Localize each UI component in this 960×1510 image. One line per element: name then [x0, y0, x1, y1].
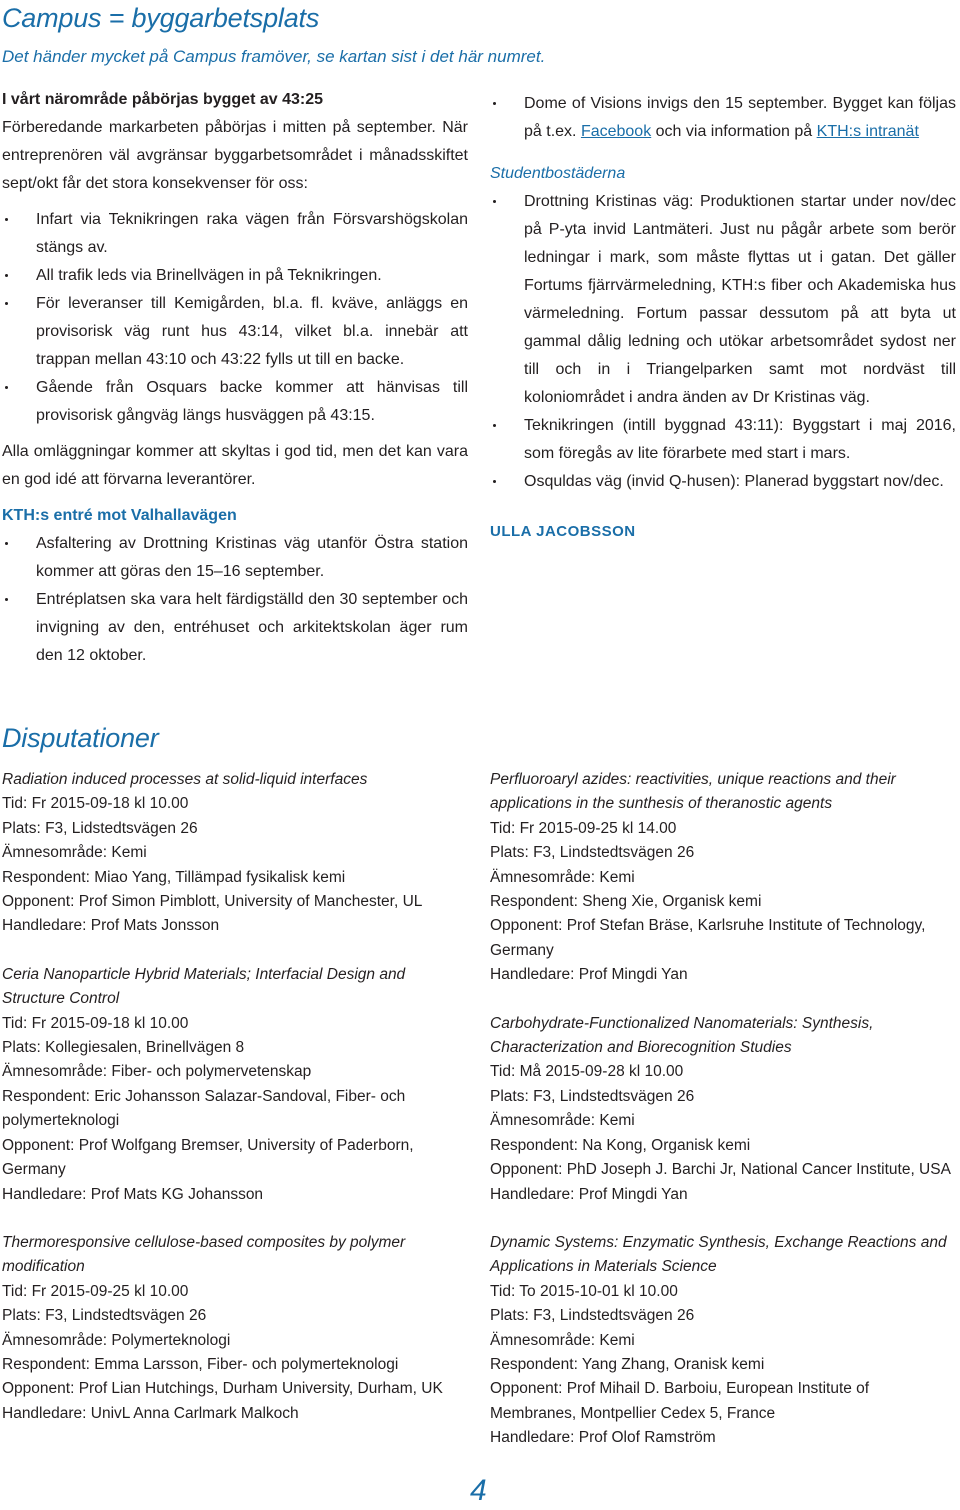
disputation-detail: Respondent: Sheng Xie, Organisk kemi	[490, 893, 762, 911]
disputation-title: Radiation induced processes at solid-liquid interfaces	[2, 771, 368, 788]
disputation-detail: Opponent: Prof Stefan Bräse, Karlsruhe Institute of Technology, Germany	[490, 917, 926, 959]
article-right-column	[490, 90, 956, 546]
disputation-detail: Tid: Fr 2015-09-18 kl 10.00	[2, 1014, 189, 1032]
disputation-detail: Opponent: Prof Lian Hutchings, Durham University, Durham, UK	[2, 1380, 443, 1398]
disputation-entry	[490, 1012, 956, 1207]
disputation-detail: Plats: Kollegiesalen, Brinellvägen 8	[2, 1039, 245, 1057]
page-title: Campus = byggarbetsplats	[2, 3, 320, 33]
disputation-title: Ceria Nanoparticle Hybrid Materials; Interfacial Design and Structure Control	[2, 965, 406, 1008]
disputation-title: Thermoresponsive cellulose-based composites by polymer modification	[2, 1233, 406, 1276]
disputation-detail: Respondent: Eric Johansson Salazar-Sandoval, Fiber- och polymerteknologi	[2, 1087, 406, 1130]
list-item: Asfaltering av Drottning Kristinas väg utanför Östra station kommer att göras den 15–16 september.	[2, 530, 468, 586]
disputation-detail: Handledare: UnivL Anna Carlmark Malkoch	[2, 1404, 299, 1422]
disputation-detail: Handledare: Prof Olof Ramström	[490, 1429, 716, 1447]
disputation-detail: Opponent: Prof Wolfgang Bremser, University of Paderborn, Germany	[2, 1136, 414, 1179]
intro-paragraph: Förberedande markarbeten påbörjas i mitten på september. När entreprenören väl avgränsar byggarbetsområdet i månadsskiftet sept/okt får det stora konsekvenser för oss:	[2, 119, 468, 192]
disputation-left-column	[2, 768, 468, 1450]
list-item: Gående från Osquars backe kommer att hänvisas till provisorisk gångväg längs husväggen på 43:15.	[2, 374, 468, 430]
section-title: Disputationer	[2, 723, 159, 753]
disputation-detail: Opponent: PhD Joseph J. Barchi Jr, National Cancer Institute, USA	[490, 1161, 951, 1179]
section-heading: I vårt närområde påbörjas bygget av 43:25	[2, 91, 324, 108]
lead-text: Det händer mycket på Campus framöver, se kartan sist i det här numret.	[2, 47, 546, 66]
author-signature: ULLA JACOBSSON	[490, 523, 636, 540]
dome-text-mid: och via information på	[655, 123, 813, 140]
list-item: Drottning Kristinas väg: Produktionen startar under nov/dec på P-yta invid Lantmäteri. Just nu pågår arbete som berör ledningar i mark, som måste flyttas ut i gatan. Det gäller Fortums fjärrvärmeledning, KTH:s fiber och Akademiska hus värmeledning. Fortum passar dessutom på att byta ut gammal dålig ledning och utökar arbetsområdet sydost ner till och in i Triangelparken samt mot nordväst till koloniområdet i andra änden av Dr Kristinas väg.	[490, 188, 956, 412]
disputation-entry	[2, 768, 468, 939]
disputation-detail: Respondent: Yang Zhang, Oranisk kemi	[490, 1355, 765, 1373]
disputation-detail: Respondent: Miao Yang, Tillämpad fysikalisk kemi	[2, 868, 346, 886]
disputation-detail: Ämnesområde: Kemi	[490, 1331, 635, 1349]
housing-list	[490, 188, 956, 496]
disputation-detail: Tid: Fr 2015-09-25 kl 10.00	[2, 1282, 189, 1300]
notice-paragraph: Alla omläggningar kommer att skyltas i god tid, men det kan vara en god idé att förvarna leverantörer.	[2, 443, 468, 488]
disputation-title: Perfluoroaryl azides: reactivities, unique reactions and their applications in the sunthesis of theranostic agents	[490, 771, 896, 813]
disputation-detail: Plats: F3, Lindstedtsvägen 26	[490, 1087, 695, 1105]
disputation-detail: Tid: Må 2015-09-28 kl 10.00	[490, 1063, 684, 1081]
facebook-link[interactable]: Facebook	[580, 123, 652, 140]
disputation-entry	[2, 1231, 468, 1426]
disputation-title: Dynamic Systems: Enzymatic Synthesis, Exchange Reactions and Applications in Materials Science	[490, 1233, 947, 1276]
traffic-list	[2, 206, 468, 430]
disputation-detail: Plats: F3, Lindstedtsvägen 26	[490, 1307, 695, 1325]
disputation-entry	[490, 768, 956, 988]
disputation-detail: Plats: F3, Lindstedtsvägen 26	[2, 1307, 207, 1325]
disputation-detail: Handledare: Prof Mats KG Johansson	[2, 1185, 264, 1203]
dome-text: Dome of Visions invigs den 15 september. Bygget kan följas på t.ex.	[524, 95, 956, 140]
intranet-link[interactable]: KTH:s intranät	[816, 123, 919, 140]
disputation-right-column	[490, 768, 956, 1475]
disputation-detail: Handledare: Prof Mingdi Yan	[490, 966, 688, 984]
disputation-detail: Opponent: Prof Mihail D. Barboiu, European Institute of Membranes, Montpellier Cedex 5, France	[490, 1380, 870, 1422]
disputation-detail: Ämnesområde: Kemi	[2, 844, 147, 862]
disputation-detail: Tid: Fr 2015-09-18 kl 10.00	[2, 795, 189, 813]
disputation-detail: Ämnesområde: Polymerteknologi	[2, 1331, 231, 1349]
disputation-entry	[490, 1231, 956, 1451]
entrance-list	[2, 530, 468, 670]
disputation-detail: Tid: To 2015-10-01 kl 10.00	[490, 1282, 678, 1300]
disputation-detail: Plats: F3, Lindstedtsvägen 26	[490, 844, 695, 862]
disputation-detail: Handledare: Prof Mingdi Yan	[490, 1185, 688, 1203]
list-item: För leveranser till Kemigården, bl.a. fl. kväve, anläggs en provisorisk väg runt hus 43:14, vilket bl.a. innebär att trappan mellan 43:10 och 43:22 fylls ut till en backe.	[2, 290, 468, 374]
dome-list	[490, 90, 956, 146]
disputation-detail: Ämnesområde: Kemi	[490, 1112, 635, 1130]
list-item	[490, 90, 956, 146]
article-left-column	[2, 86, 468, 670]
disputation-detail: Respondent: Na Kong, Organisk kemi	[490, 1136, 751, 1154]
disputation-detail: Plats: F3, Lidstedtsvägen 26	[2, 819, 198, 837]
list-item: Infart via Teknikringen raka vägen från Försvarshögskolan stängs av.	[2, 206, 468, 262]
list-item: Osquldas väg (invid Q-husen): Planerad byggstart nov/dec.	[490, 468, 956, 496]
disputation-detail: Tid: Fr 2015-09-25 kl 14.00	[490, 819, 677, 837]
disputation-entry	[2, 963, 468, 1207]
disputation-detail: Respondent: Emma Larsson, Fiber- och polymerteknologi	[2, 1355, 399, 1373]
list-item: All trafik leds via Brinellvägen in på Teknikringen.	[2, 262, 468, 290]
page-number: 4	[470, 1474, 487, 1507]
disputation-detail: Ämnesområde: Fiber- och polymervetenskap	[2, 1063, 312, 1081]
disputation-detail: Ämnesområde: Kemi	[490, 868, 635, 886]
disputation-title: Carbohydrate-Functionalized Nanomaterials: Synthesis, Characterization and Biorecognition Studies	[490, 1014, 874, 1057]
disputation-detail: Opponent: Prof Simon Pimblott, University of Manchester, UL	[2, 893, 423, 911]
list-item: Teknikringen (intill byggnad 43:11): Byggstart i maj 2016, som föregås av lite förarbete med start i mars.	[490, 412, 956, 468]
list-item: Entréplatsen ska vara helt färdigställd den 30 september och invigning av den, entréhuset och arkitektskolan äger rum den 12 oktober.	[2, 586, 468, 670]
disputation-detail: Handledare: Prof Mats Jonsson	[2, 917, 220, 935]
section-subheading: Studentbostäderna	[490, 165, 626, 182]
section-subheading: KTH:s entré mot Valhallavägen	[2, 507, 237, 524]
